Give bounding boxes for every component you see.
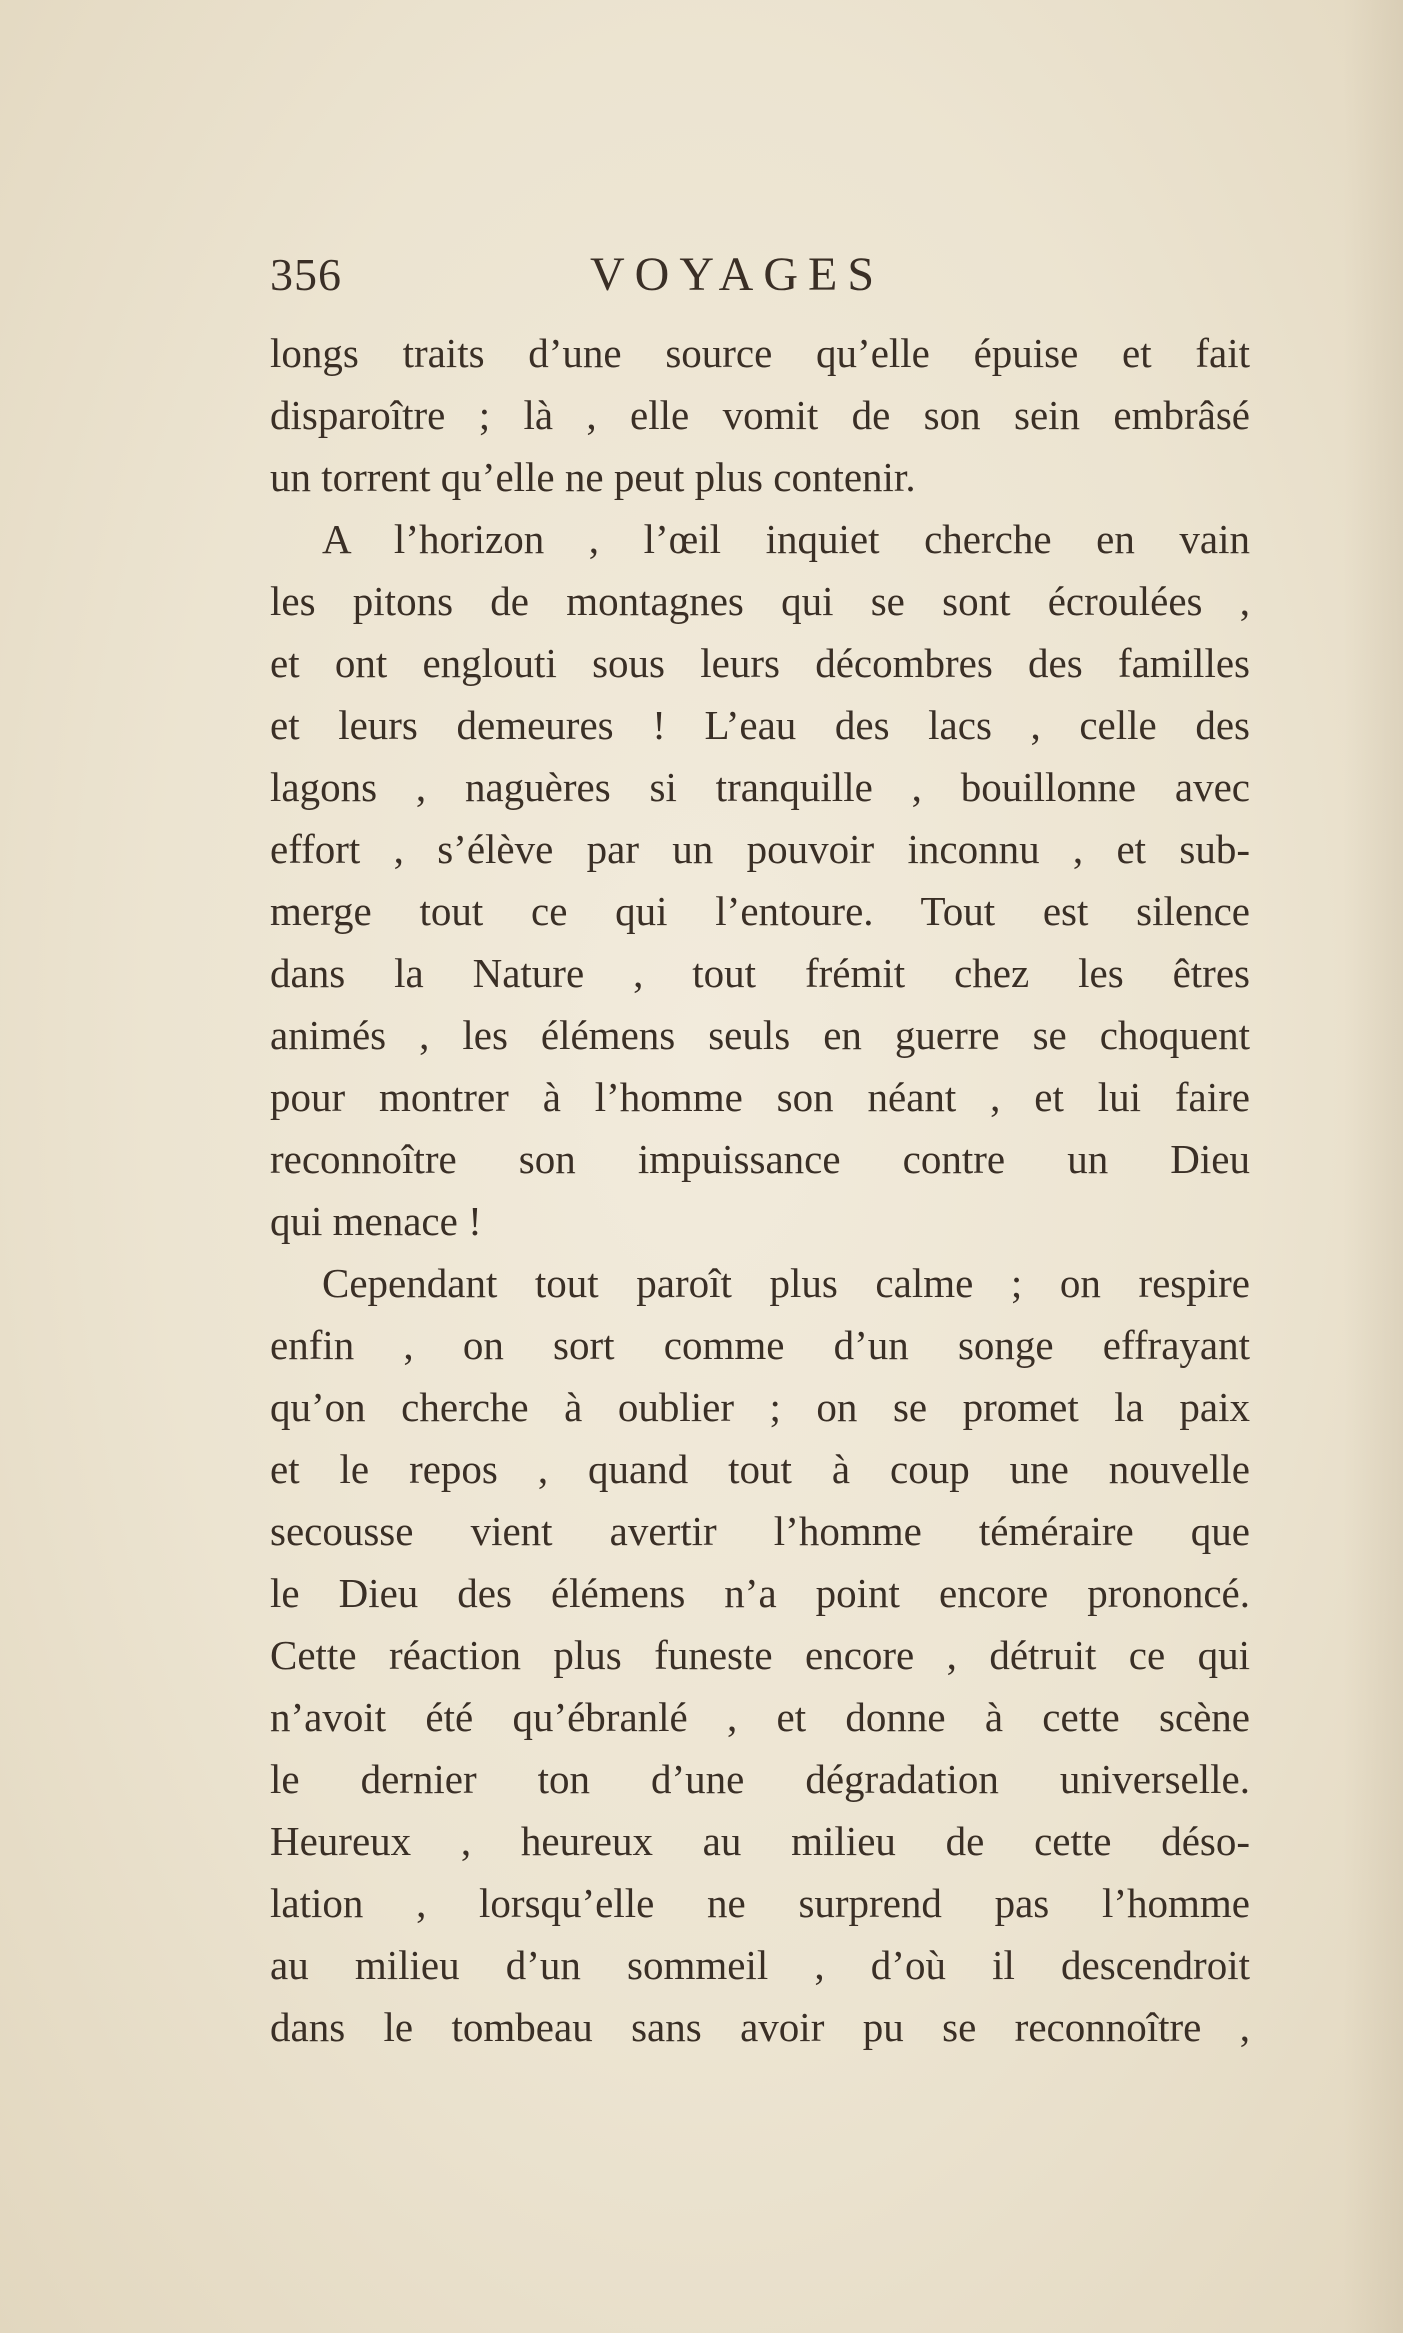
text-line: secousse vient avertir l’homme téméraire que xyxy=(270,1508,1250,1554)
text-line: qui menace ! xyxy=(270,1198,482,1244)
text-line: reconnoître son impuissance contre un Dieu xyxy=(270,1136,1250,1182)
text-line: et leurs demeures ! L’eau des lacs , celle des xyxy=(270,702,1250,748)
text-line: animés , les élémens seuls en guerre se choquent xyxy=(270,1012,1250,1058)
text-line: au milieu d’un sommeil , d’où il descendroit xyxy=(270,1942,1250,1988)
page-edge-shadow xyxy=(1343,0,1403,2333)
text-line: le Dieu des élémens n’a point encore prononcé. xyxy=(270,1570,1250,1616)
text-line: disparoître ; là , elle vomit de son sein embrâsé xyxy=(270,392,1250,438)
text-line: et le repos , quand tout à coup une nouvelle xyxy=(270,1446,1250,1492)
text-line: pour montrer à l’homme son néant , et lui faire xyxy=(270,1074,1250,1120)
text-line: les pitons de montagnes qui se sont écroulées , xyxy=(270,578,1250,624)
text-line: merge tout ce qui l’entoure. Tout est silence xyxy=(270,888,1250,934)
text-line: dans la Nature , tout frémit chez les êtres xyxy=(270,950,1250,996)
text-line: le dernier ton d’une dégradation universelle. xyxy=(270,1756,1250,1802)
text-line: effort , s’élève par un pouvoir inconnu , et sub- xyxy=(270,826,1250,872)
text-line: un torrent qu’elle ne peut plus contenir. xyxy=(270,454,916,500)
body-text xyxy=(270,322,1250,2058)
text-line: n’avoit été qu’ébranlé , et donne à cette scène xyxy=(270,1694,1250,1740)
text-line: Heureux , heureux au milieu de cette déso- xyxy=(270,1818,1250,1864)
text-line: dans le tombeau sans avoir pu se reconnoître , xyxy=(270,2004,1250,2050)
text-line: Cependant tout paroît plus calme ; on respire xyxy=(322,1260,1250,1306)
text-line: et ont englouti sous leurs décombres des familles xyxy=(270,640,1250,686)
text-line: enfin , on sort comme d’un songe effrayant xyxy=(270,1322,1250,1368)
page-number: 356 xyxy=(270,249,342,300)
text-line: Cette réaction plus funeste encore , détruit ce qui xyxy=(270,1632,1250,1678)
text-line: lation , lorsqu’elle ne surprend pas l’homme xyxy=(270,1880,1250,1926)
running-head xyxy=(270,240,1260,310)
text-line: lagons , naguères si tranquille , bouillonne avec xyxy=(270,764,1250,810)
text-line: qu’on cherche à oublier ; on se promet la paix xyxy=(270,1384,1250,1430)
text-line: longs traits d’une source qu’elle épuise et fait xyxy=(270,330,1250,376)
text-line: A l’horizon , l’œil inquiet cherche en vain xyxy=(322,516,1250,562)
running-title: VOYAGES xyxy=(590,248,885,301)
